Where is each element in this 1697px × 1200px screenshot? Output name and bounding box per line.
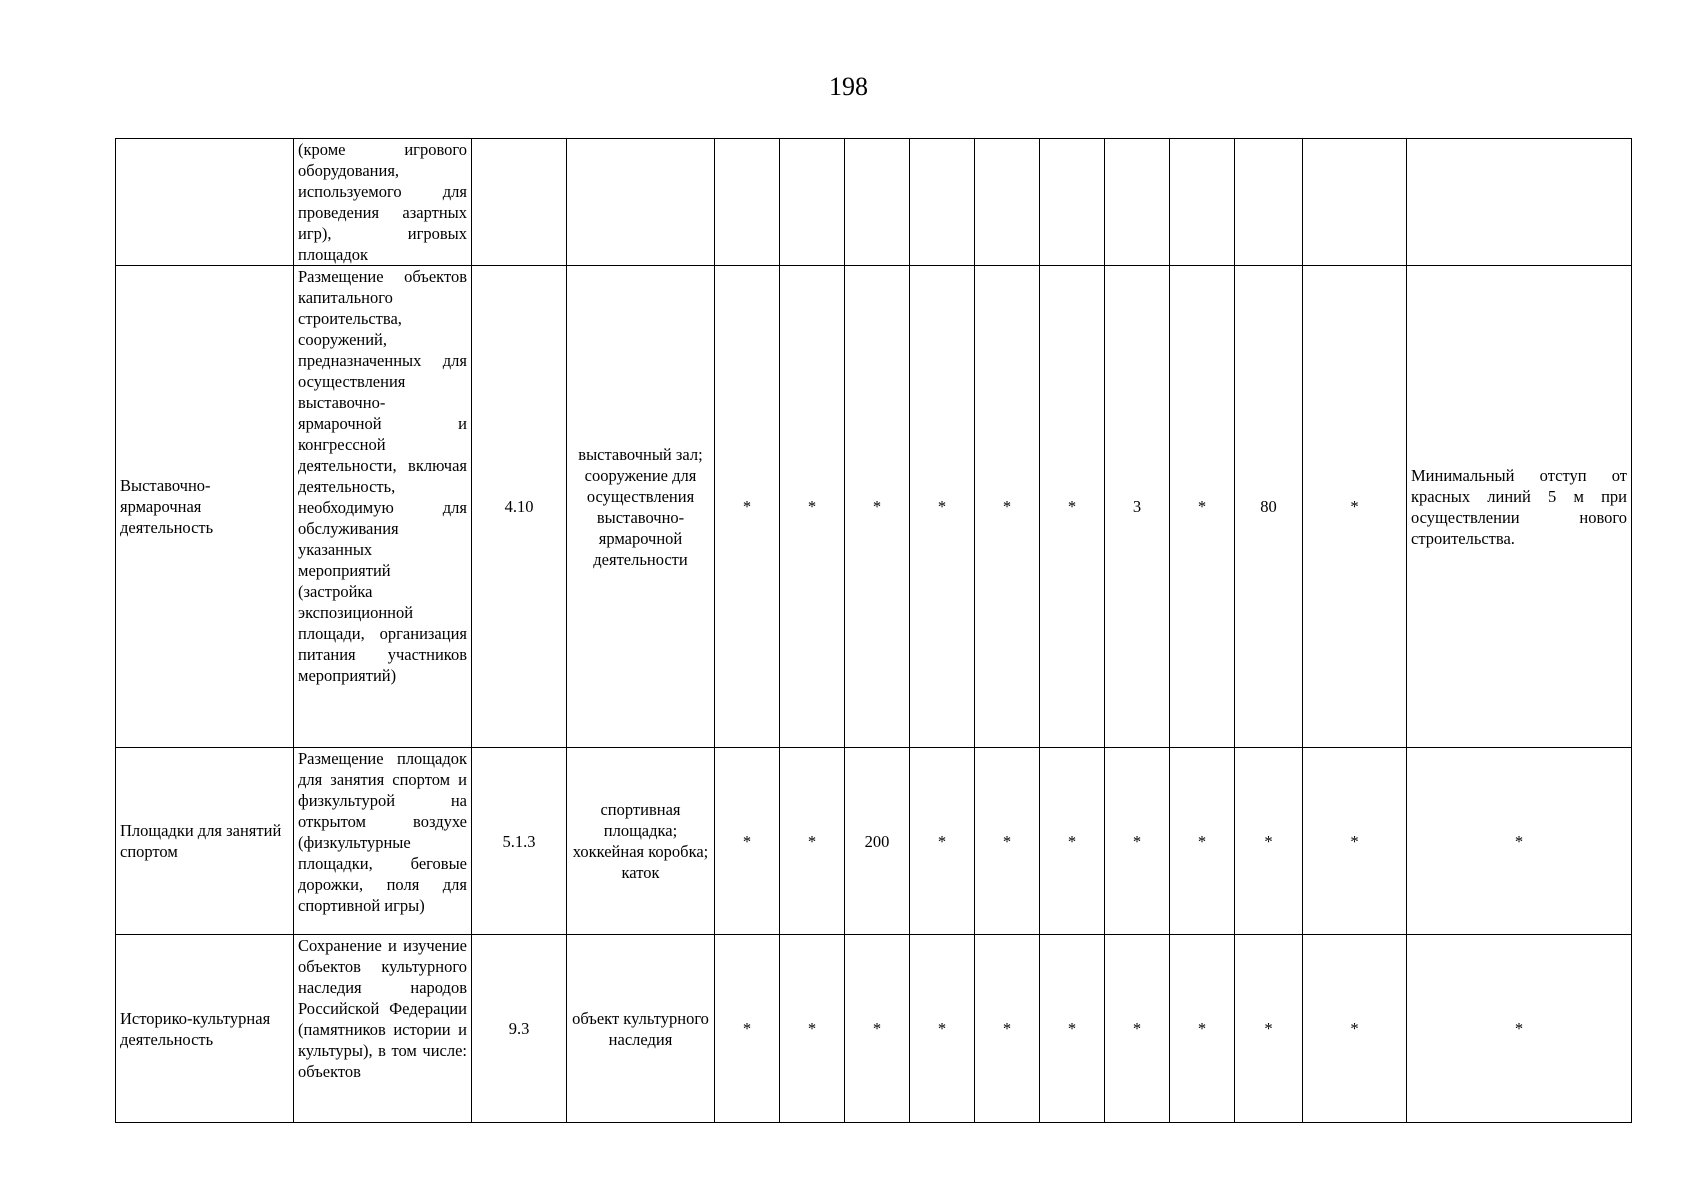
parameter-cell: *: [1105, 748, 1170, 935]
note-cell: Минимальный отступ от красных линий 5 м при осуществлении нового строительства.: [1407, 266, 1632, 748]
use-description-cell: (кроме игрового оборудования, используемого для проведения азартных игр), игровых площадок: [294, 139, 472, 266]
parameter-cell: *: [780, 266, 845, 748]
parameter-cell: [910, 139, 975, 266]
table-row: [116, 139, 1632, 266]
parameter-cell: *: [1235, 935, 1303, 1123]
parameter-cell: *: [1040, 266, 1105, 748]
note-cell: *: [1407, 935, 1632, 1123]
parameter-cell: *: [975, 935, 1040, 1123]
parameter-cell: [845, 139, 910, 266]
use-code-cell: 5.1.3: [472, 748, 567, 935]
parameter-cell: [1105, 139, 1170, 266]
use-name-cell: Историко-культурная деятельность: [116, 935, 294, 1123]
permitted-objects-cell: объект культурного наследия: [567, 935, 715, 1123]
parameter-cell: *: [975, 266, 1040, 748]
parameter-cell: *: [1235, 748, 1303, 935]
parameter-cell: *: [715, 266, 780, 748]
use-code-cell: 9.3: [472, 935, 567, 1123]
parameter-cell: *: [1303, 748, 1407, 935]
parameter-cell: [715, 139, 780, 266]
use-description-cell: Размещение объектов капитального строительства, сооружений, предназначенных для осуществления выставочно-ярмарочной и конгрессной деятельности, включая деятельность, необходимую для обслуживания указанных мероприятий (застройка экспозиционной площади, организация питания участников мероприятий): [294, 266, 472, 748]
table-row: [116, 935, 1632, 1123]
table-row: [116, 266, 1632, 748]
use-description-cell: Сохранение и изучение объектов культурного наследия народов Российской Федерации (памятников истории и культуры), в том числе: объектов: [294, 935, 472, 1123]
parameter-cell: [1170, 139, 1235, 266]
parameter-cell: 3: [1105, 266, 1170, 748]
parameter-cell: *: [975, 748, 1040, 935]
parameter-cell: *: [1170, 748, 1235, 935]
parameter-cell: *: [910, 748, 975, 935]
use-code-cell: [472, 139, 567, 266]
parameter-cell: *: [780, 748, 845, 935]
page-number: 198: [829, 72, 868, 101]
parameter-cell: [1235, 139, 1303, 266]
parameter-cell: 200: [845, 748, 910, 935]
parameter-cell: [1303, 139, 1407, 266]
parameter-cell: [975, 139, 1040, 266]
parameter-cell: *: [1170, 266, 1235, 748]
parameter-cell: 80: [1235, 266, 1303, 748]
parameter-cell: *: [1170, 935, 1235, 1123]
land-use-table: [115, 138, 1632, 1123]
parameter-cell: *: [1105, 935, 1170, 1123]
permitted-objects-cell: спортивная площадка; хоккейная коробка; каток: [567, 748, 715, 935]
parameter-cell: [1040, 139, 1105, 266]
use-name-cell: [116, 139, 294, 266]
parameter-cell: *: [1040, 748, 1105, 935]
parameter-cell: *: [1303, 266, 1407, 748]
note-cell: [1407, 139, 1632, 266]
parameter-cell: *: [1303, 935, 1407, 1123]
parameter-cell: *: [910, 266, 975, 748]
parameter-cell: *: [780, 935, 845, 1123]
use-code-cell: 4.10: [472, 266, 567, 748]
use-name-cell: Выставочно-ярмарочная деятельность: [116, 266, 294, 748]
permitted-objects-cell: выставочный зал; сооружение для осуществления выставочно-ярмарочной деятельности: [567, 266, 715, 748]
parameter-cell: *: [715, 935, 780, 1123]
use-description-cell: Размещение площадок для занятия спортом и физкультурой на открытом воздухе (физкультурные площадки, беговые дорожки, поля для спортивной игры): [294, 748, 472, 935]
parameter-cell: *: [715, 748, 780, 935]
parameter-cell: [780, 139, 845, 266]
use-name-cell: Площадки для занятий спортом: [116, 748, 294, 935]
permitted-objects-cell: [567, 139, 715, 266]
parameter-cell: *: [1040, 935, 1105, 1123]
parameter-cell: *: [910, 935, 975, 1123]
parameter-cell: *: [845, 935, 910, 1123]
table-row: [116, 748, 1632, 935]
parameter-cell: *: [845, 266, 910, 748]
note-cell: *: [1407, 748, 1632, 935]
